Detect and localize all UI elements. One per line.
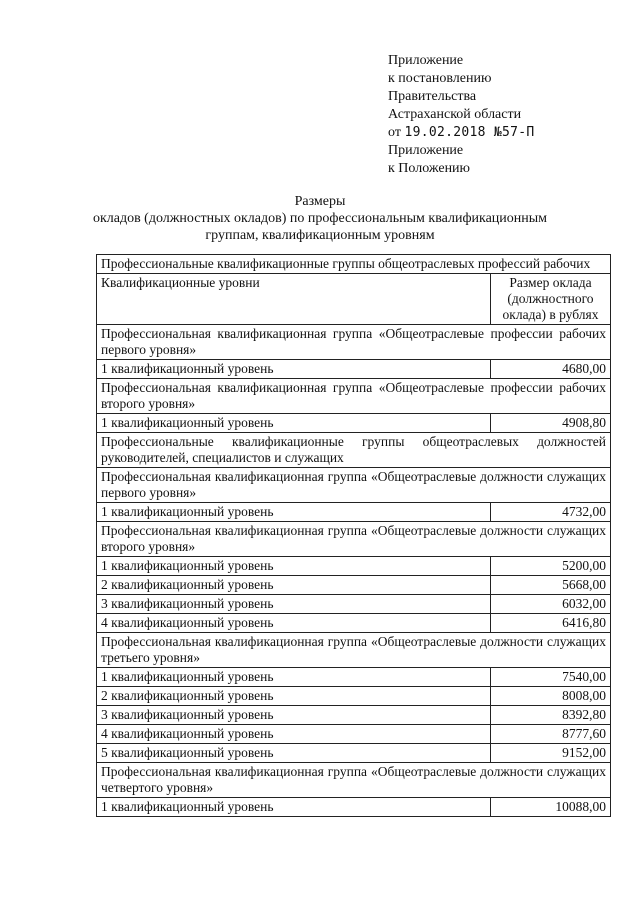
header-line: Астраханской области — [388, 107, 522, 122]
title-line: Размеры — [294, 194, 346, 209]
group-title: Профессиональная квалификационная группа «Общеотраслевые должности служащих второго уровня» — [97, 522, 611, 557]
document-header — [388, 52, 534, 178]
salary-value: 8008,00 — [491, 687, 611, 706]
table-row — [97, 798, 611, 817]
qualification-level: 3 квалификационный уровень — [97, 706, 491, 725]
header-line: к Положению — [388, 161, 471, 176]
salary-value: 8392,80 — [491, 706, 611, 725]
qualification-level: 2 квалификационный уровень — [97, 576, 491, 595]
salary-value: 9152,00 — [491, 744, 611, 763]
salary-value: 5668,00 — [491, 576, 611, 595]
table-row — [97, 668, 611, 687]
salary-value: 10088,00 — [491, 798, 611, 817]
qualification-level: 4 квалификационный уровень — [97, 725, 491, 744]
qualification-level: 3 квалификационный уровень — [97, 595, 491, 614]
group-title: Профессиональная квалификационная группа «Общеотраслевые должности служащих четвертого уровня» — [97, 763, 611, 798]
qualification-level: 1 квалификационный уровень — [97, 360, 491, 379]
group-title: Профессиональная квалификационная группа «Общеотраслевые профессии рабочих второго уровня» — [97, 379, 611, 414]
qualification-level: 1 квалификационный уровень — [97, 668, 491, 687]
header-line: Приложение — [388, 53, 464, 68]
group-title: Профессиональная квалификационная группа «Общеотраслевые должности служащих третьего уровня» — [97, 633, 611, 668]
title-line: окладов (должностных окладов) по профессиональным квалификационным — [92, 211, 548, 226]
date-prefix: от — [388, 125, 401, 140]
table-row — [97, 614, 611, 633]
document-title — [0, 193, 640, 244]
group-title: Профессиональные квалификационные группы общеотраслевых должностей руководителей, специалистов и служащих — [97, 433, 611, 468]
qualification-level: 1 квалификационный уровень — [97, 798, 491, 817]
title-line: группам, квалификационным уровням — [205, 228, 435, 243]
section-title: Профессиональные квалификационные группы общеотраслевых профессий рабочих — [97, 255, 611, 274]
column-header-levels: Квалификационные уровни — [97, 274, 491, 325]
salary-value: 4908,80 — [491, 414, 611, 433]
qualification-level: 4 квалификационный уровень — [97, 614, 491, 633]
header-line: Правительства — [388, 89, 477, 104]
qualification-level: 1 квалификационный уровень — [97, 557, 491, 576]
salary-value: 6416,80 — [491, 614, 611, 633]
table-row — [97, 557, 611, 576]
table-row — [97, 414, 611, 433]
salary-value: 6032,00 — [491, 595, 611, 614]
header-line: Приложение — [388, 143, 464, 158]
table-row — [97, 576, 611, 595]
qualification-level: 5 квалификационный уровень — [97, 744, 491, 763]
qualification-level: 1 квалификационный уровень — [97, 503, 491, 522]
salary-value: 8777,60 — [491, 725, 611, 744]
qualification-level: 1 квалификационный уровень — [97, 414, 491, 433]
salary-value: 7540,00 — [491, 668, 611, 687]
table-row — [97, 706, 611, 725]
table-row — [97, 725, 611, 744]
table-row — [97, 744, 611, 763]
salary-value: 4680,00 — [491, 360, 611, 379]
header-date-line — [388, 124, 534, 142]
salary-table — [96, 254, 611, 817]
salary-value: 5200,00 — [491, 557, 611, 576]
table-row — [97, 503, 611, 522]
table-row — [97, 687, 611, 706]
table-row — [97, 360, 611, 379]
header-line: к постановлению — [388, 71, 492, 86]
table-row — [97, 595, 611, 614]
group-title: Профессиональная квалификационная группа «Общеотраслевые профессии рабочих первого уровня» — [97, 325, 611, 360]
group-title: Профессиональная квалификационная группа «Общеотраслевые должности служащих первого уровня» — [97, 468, 611, 503]
qualification-level: 2 квалификационный уровень — [97, 687, 491, 706]
handwritten-date-number: 19.02.2018 №57-П — [404, 125, 535, 140]
salary-value: 4732,00 — [491, 503, 611, 522]
column-header-salary: Размер оклада (должностного оклада) в рублях — [491, 274, 611, 325]
